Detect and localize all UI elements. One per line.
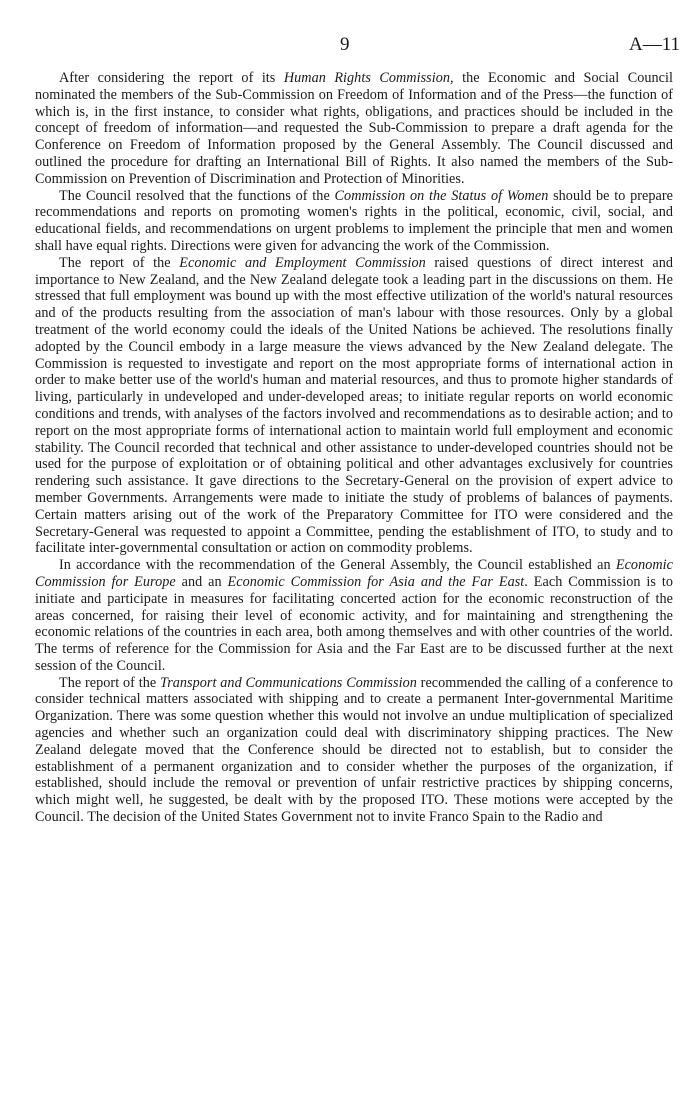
commission-name: Economic Commission for Asia and the Far East — [227, 573, 525, 590]
page-number: 9 — [340, 34, 350, 55]
commission-name: Human Rights Commission — [283, 70, 451, 86]
text-run: should be to prepare recommendations and reports on promoting women's rights in the political, economic, civil, social, and educational fields, and recommendations on urgent problems to implement the principle that men and women shall have equal rights. Directions were given for advancing the work of the Commission. — [35, 187, 673, 254]
paragraph-economic-employment — [35, 255, 673, 557]
text-run: In accordance with the recommendation of the General Assembly, the Council established an — [59, 557, 616, 574]
text-run: The Council resolved that the functions of the — [59, 187, 335, 204]
paragraph-status-of-women — [35, 188, 673, 255]
text-run: raised questions of direct interest and importance to New Zealand, and the New Zealand delegate took a leading part in the discussions on them. He stressed that full employment was bound up with the most effective utilization of the world's natural resources and of the products resulting from the association of man's labour with those resources. Only by a global treatment of the world economy could the ideals of the United Nations be achieved. The resolutions finally adopted by the Council embody in a large measure the views advanced by the New Zealand delegate. The Commission is requested to investigate and report on the most appropriate forms of international action in order to make better use of the world's human and material resources, and thus to promote higher standards of living, particularly in undeveloped and under-developed areas; to initiate regular reports on world economic conditions and trends, with analyses of the factors involved and recommendations as to desirable action; and to report on the most appropriate forms of international action to maintain world full employment and economic stability. The Council recorded that technical and other assistance to under-developed countries should not be used for the purpose of exploitation or of obtaining political and other advantages exclusively for countries rendering such assistance. It gave directions to the Secretary-General on the provision of expert advice to member Governments. Arrangements were made to initiate the study of problems of balances of payments. Certain matters arising out of the work of the Preparatory Committee for ITO were considered and the Secretary-General was requested to appoint a Committee, pending the establishment of ITO, to study and to facilitate inter-governmental consultation or action on commodity problems. — [35, 254, 674, 557]
page-header — [0, 34, 700, 58]
text-run: and an — [175, 573, 228, 590]
text-run: recommended the calling of a conference to consider technical matters associated with shipping and to create a permanent Inter-governmental Maritime Organization. There was some question whether this would not involve an undue multiplication of specialized agencies and whether such an organization could deal with discriminatory shipping practices. The New Zealand delegate moved that the Conference should be directed not to establish, but to consider the establishment of a permanent organization and to consider whether the purposes of the organization, if established, should include the removal or prevention of unfair restrictive practices by shipping concerns, which might well, he suggested, be dealt with by the proposed ITO. These motions were accepted by the Council. The decision of the United States Government not to invite Franco Spain to the Radio and — [35, 674, 673, 826]
commission-name: Transport and Communications Commission — [160, 674, 417, 691]
text-run: The report of the — [59, 254, 180, 271]
document-reference: A—11 — [628, 34, 680, 55]
commission-name: Economic and Employment Commission — [179, 254, 426, 271]
body-text — [35, 70, 673, 826]
paragraph-human-rights — [35, 70, 673, 188]
paragraph-regional-commissions — [35, 557, 673, 675]
paragraph-transport-communications — [35, 675, 673, 826]
text-run: , the Economic and Social Council nominated the members of the Sub-Commission on Freedom of Information and of the Press—the function of which is, in the first instance, to consider what rights, obligations, and practices should be included in the concept of freedom of information—and requested the Sub-Commission to prepare a draft agenda for the Conference on Freedom of Information proposed by the General Assembly. The Council discussed and outlined the procedure for drafting an International Bill of Rights. It also named the members of the Sub-Commission on Prevention of Discrimination and Protection of Minorities. — [35, 70, 674, 187]
text-run: The report of the — [59, 674, 161, 691]
text-run: After considering the report of its — [59, 70, 284, 86]
text-run: . Each Commission is to initiate and participate in measures for facilitating concerted action for the economic reconstruction of the areas concerned, for raising their level of economic activity, and for maintaining and strengthening the economic relations of the countries in each area, both among themselves and with other countries of the world. The terms of reference for the Commission for Asia and the Far East are to be discussed further at the next session of the Council. — [35, 573, 673, 674]
commission-name: Commission on the Status of Women — [334, 187, 549, 204]
commission-name: Economic Commission for Europe — [35, 557, 673, 590]
